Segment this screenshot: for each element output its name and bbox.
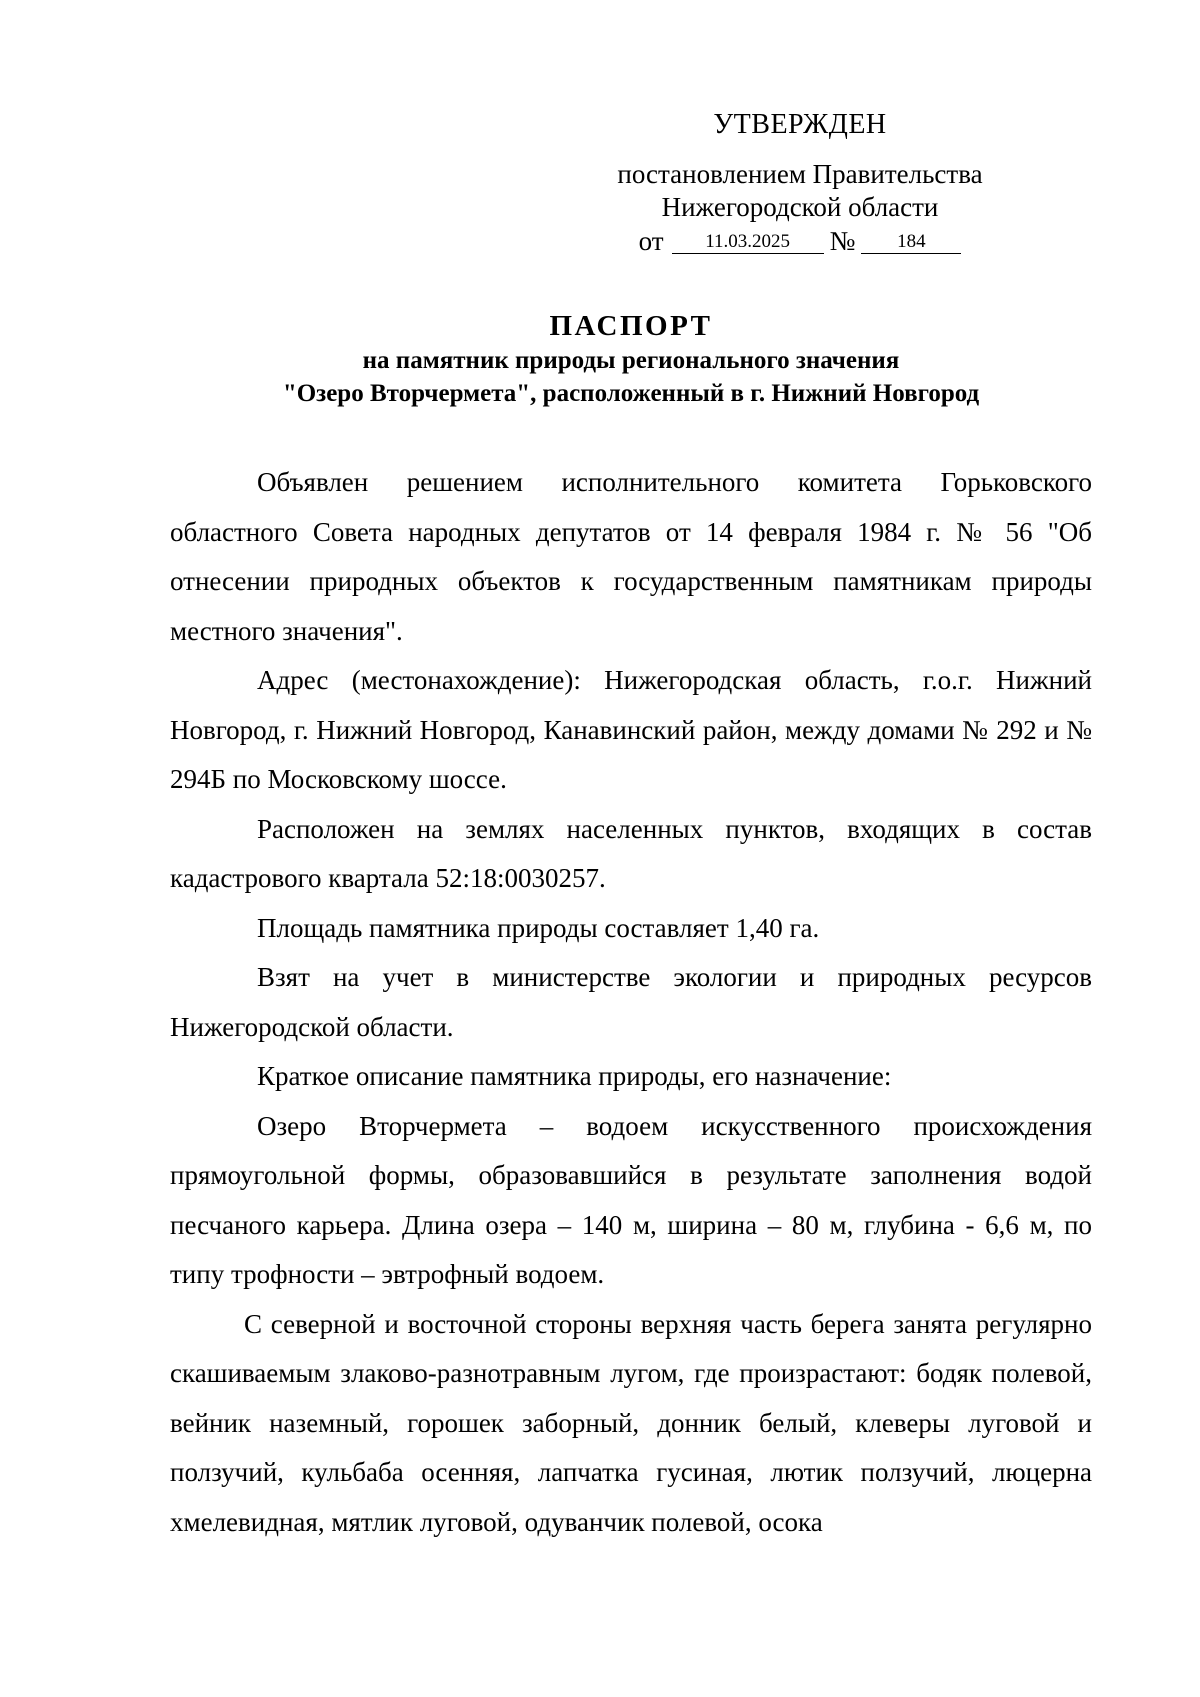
date-prefix: от xyxy=(638,226,664,256)
approval-block xyxy=(560,108,1040,258)
approval-number: 184 xyxy=(861,231,961,254)
paragraph-area: Площадь памятника природы составляет 1,40 га. xyxy=(257,912,820,943)
number-sign: № xyxy=(829,226,856,256)
approval-line-1: постановлением Правительства xyxy=(617,159,983,189)
approved-heading: УТВЕРЖДЕН xyxy=(713,109,887,140)
paragraph-registration: Взят на учет в министерстве экологии и природных ресурсов Нижегородской области. xyxy=(170,962,1092,1042)
paragraph-declared: Объявлен решением исполнительного комитета Горьковского областного Совета народных депутатов от 14 февраля 1984 г. № 56 "Об отнесении природных объектов к государственным памятникам природы местного значения". xyxy=(170,467,1092,646)
title-line-2: на памятник природы регионального значения xyxy=(362,347,900,374)
paragraph-shore-vegetation: С северной и восточной стороны верхняя часть берега занята регулярно скашиваемым злаково-разнотравным лугом, где произрастают: бодяк полевой, вейник наземный, горошек заборный, донник белый, клеверы луговой и ползучий, кульбаба осенняя, лапчатка гусиная, лютик ползучий, люцерна хмелевидная, мятлик луговой, одуванчик полевой, осока xyxy=(170,1308,1092,1537)
paragraph-address: Адрес (местонахождение): Нижегородская область, г.о.г. Нижний Новгород, г. Нижний Новгород, Канавинский район, между домами № 292 и № 294Б по Московскому шоссе. xyxy=(170,665,1092,794)
approval-date: 11.03.2025 xyxy=(672,231,824,254)
document-title xyxy=(170,308,1092,410)
approval-line-2: Нижегородской области xyxy=(661,192,939,222)
title-main: ПАСПОРТ xyxy=(549,310,713,342)
document-body xyxy=(170,458,1092,1547)
title-line-3: "Озеро Вторчермета", расположенный в г. Нижний Новгород xyxy=(282,380,980,407)
paragraph-location: Расположен на землях населенных пунктов, входящих в состав кадастрового квартала 52:18:0030257. xyxy=(170,813,1092,893)
paragraph-description-heading: Краткое описание памятника природы, его назначение: xyxy=(257,1061,892,1091)
paragraph-lake-description: Озеро Вторчермета – водоем искусственного происхождения прямоугольной формы, образовавшийся в результате заполнения водой песчаного карьера. Длина озера – 140 м, ширина – 80 м, глубина - 6,6 м, по типу трофности – эвтрофный водоем. xyxy=(170,1110,1092,1289)
approval-date-line xyxy=(560,225,1040,258)
